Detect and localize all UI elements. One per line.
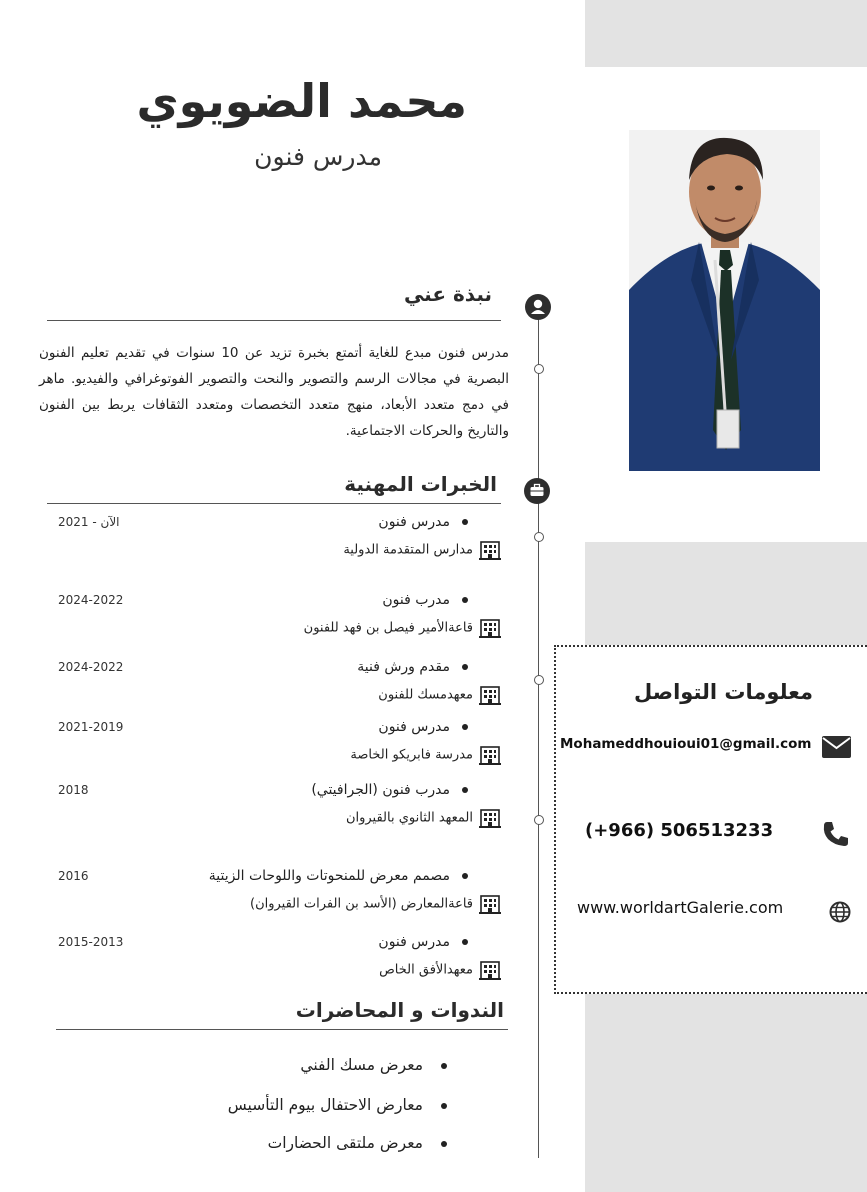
timeline-dot: [534, 675, 544, 685]
experience-role: مقدم ورش فنية: [357, 659, 468, 675]
building-icon: [479, 807, 501, 829]
building-icon: [479, 959, 501, 981]
talk-item: معرض مسك الفني: [300, 1056, 447, 1074]
building-icon: [479, 617, 501, 639]
bullet-icon: [462, 597, 468, 603]
talks-divider: [56, 1029, 508, 1030]
bullet-icon: [462, 873, 468, 879]
briefcase-icon: [524, 478, 550, 504]
experience-date: 2021-2019: [58, 720, 124, 734]
building-icon: [479, 539, 501, 561]
experience-date: 2018: [58, 783, 89, 797]
about-title: نبذة عني: [403, 282, 492, 306]
experience-place: قاعةالأمير فيصل بن فهد للفنون: [304, 617, 501, 639]
experience-divider: [47, 503, 501, 504]
experience-role: مدرس فنون: [378, 934, 468, 950]
timeline-dot: [534, 364, 544, 374]
user-icon: [525, 294, 551, 320]
envelope-icon: [822, 736, 851, 762]
experience-role: مصمم معرض للمنحوتات واللوحات الزيتية: [209, 868, 468, 884]
about-text: مدرس فنون مبدع للغاية أتمتع بخبرة تزيد عن 10 سنوات في تقديم تعليم الفنون البصرية في مجالات الرسم والتصوير والنحت والتصوير الفوتوغرافي والفيديو. ماهر في دمج متعدد الأبعاد، منهج متعدد التخصصات ومتعدد الثقافات يربط بين الفنون والتاريخ والحركات الاجتماعية.: [39, 345, 509, 439]
bullet-icon: [441, 1141, 447, 1147]
person-role: مدرس فنون: [254, 142, 382, 171]
building-icon: [479, 684, 501, 706]
building-icon: [479, 893, 501, 915]
experience-role: مدرس فنون: [378, 719, 468, 735]
experience-role: مدرب فنون: [382, 592, 468, 608]
experience-place: معهدمسك للفنون: [378, 684, 501, 706]
experience-place: قاعةالمعارض (الأسد بن الفرات القيروان): [250, 893, 501, 915]
experience-role: مدرب فنون (الجرافيتي): [311, 782, 468, 798]
experience-role: مدرس فنون: [378, 514, 468, 530]
side-panel-top: [585, 0, 867, 67]
timeline-dot: [534, 532, 544, 542]
website-link[interactable]: www.worldartGalerie.com: [577, 898, 784, 917]
bullet-icon: [462, 787, 468, 793]
bullet-icon: [462, 664, 468, 670]
experience-place: مدرسة فابريكو الخاصة: [350, 744, 501, 766]
experience-date: 2024-2022: [58, 660, 124, 674]
talk-item: معرض ملتقى الحضارات: [268, 1134, 447, 1152]
email-link[interactable]: Mohameddhouioui01@gmail.com: [560, 736, 812, 752]
building-icon: [479, 744, 501, 766]
profile-photo: [629, 130, 820, 471]
timeline-line: [538, 308, 539, 1158]
bullet-icon: [462, 519, 468, 525]
experience-title: الخبرات المهنية: [344, 472, 497, 496]
phone-icon: [822, 820, 850, 852]
experience-place: المعهد الثانوي بالقيروان: [346, 807, 501, 829]
talks-title: الندوات و المحاضرات: [295, 998, 504, 1022]
bullet-icon: [462, 724, 468, 730]
timeline-dot: [534, 815, 544, 825]
experience-place: مدارس المتقدمة الدولية: [343, 539, 501, 561]
contact-title: معلومات التواصل: [634, 680, 813, 704]
bullet-icon: [441, 1063, 447, 1069]
talk-item: معارض الاحتفال بيوم التأسيس: [228, 1096, 447, 1114]
phone-number[interactable]: (+966) 506513233: [585, 820, 774, 841]
about-divider: [47, 320, 501, 321]
bullet-icon: [462, 939, 468, 945]
person-name: محمد الضويوي: [136, 74, 467, 128]
globe-icon: [829, 901, 851, 927]
experience-date: 2024-2022: [58, 593, 124, 607]
experience-date: 2015-2013: [58, 935, 124, 949]
experience-place: معهدالأفق الخاص: [379, 959, 501, 981]
experience-date: 2021 - الآن: [58, 515, 120, 529]
experience-date: 2016: [58, 869, 89, 883]
bullet-icon: [441, 1103, 447, 1109]
